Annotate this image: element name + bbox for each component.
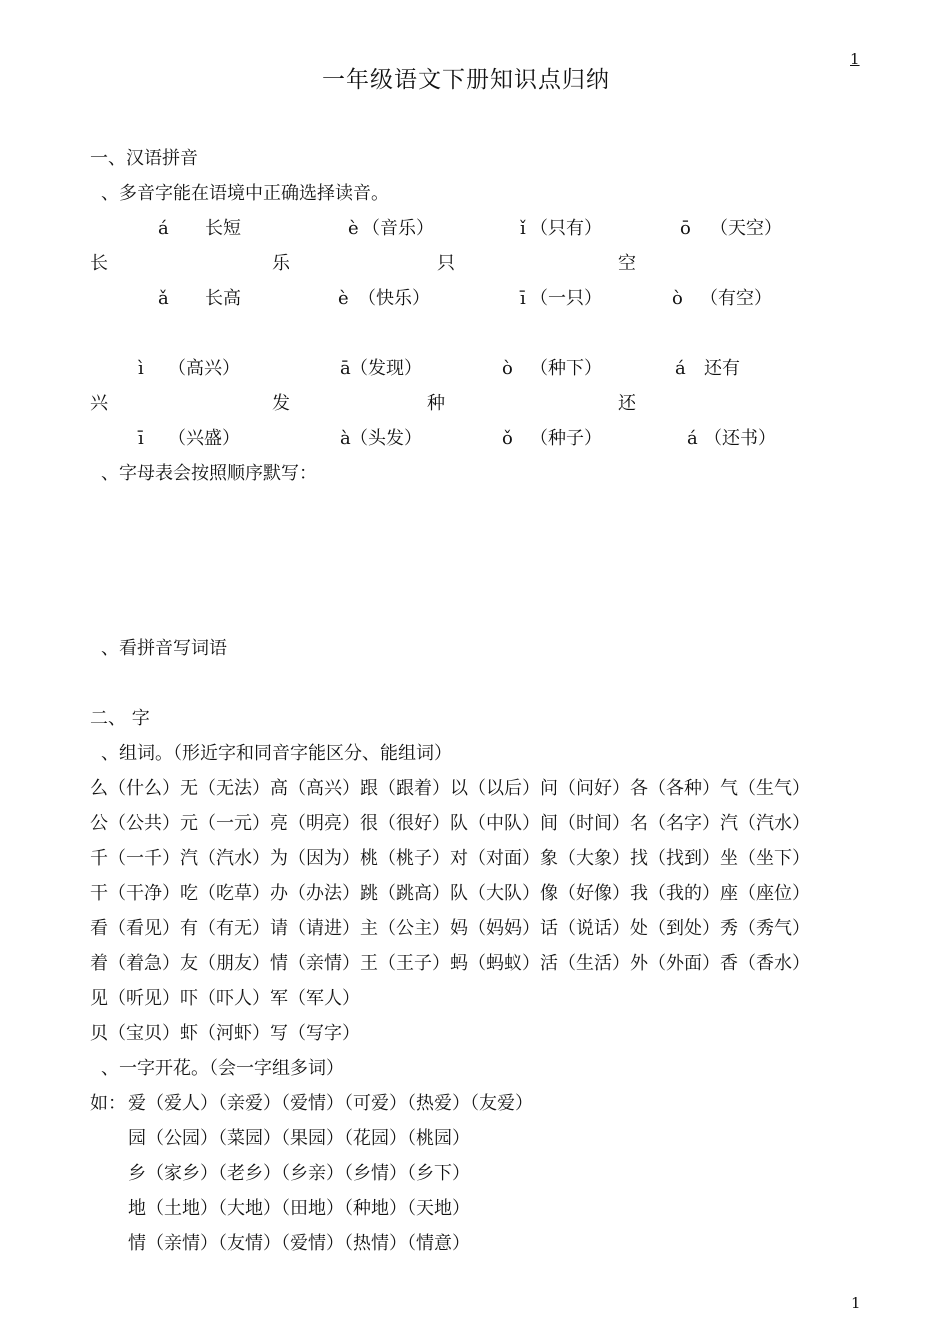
polyphonic-char: 还 [618,393,636,414]
section-heading-characters: 二、 字 [90,708,150,729]
pinyin-mark: ǐ [520,218,526,239]
example-line: 情（亲情）（友情）（爱情）（热情）（情意） [128,1233,470,1254]
pinyin-mark: ì [138,358,144,379]
example-word: （有空） [700,288,772,309]
word-line: 千（一千）汽（汽水）为（因为）桃（桃子）对（对面）象（大象）找（找到）坐（坐下） [90,848,810,869]
page-title: 一年级语文下册知识点归纳 [322,67,610,93]
item-word-building: 、组词。（形近字和同音字能区分、能组词） [101,743,452,764]
section-heading-pinyin: 一、汉语拼音 [90,148,198,169]
pinyin-mark: ǎ [158,288,169,309]
word-line: 看（看见）有（有无）请（请进）主（公主）妈（妈妈）话（说话）处（到处）秀（秀气） [90,918,810,939]
pinyin-mark: á [675,358,686,379]
polyphonic-char: 兴 [90,393,108,414]
word-line: 贝（宝贝）虾（河虾）写（写字） [90,1023,360,1044]
word-line: 公（公共）元（一元）亮（明亮）很（很好）队（中队）间（时间）名（名字）汽（汽水） [90,813,810,834]
pinyin-mark: ī [138,428,144,449]
item-one-char-many-words: 、一字开花。（会一字组多词） [101,1058,344,1079]
pinyin-mark: è [348,218,359,239]
example-word: （只有） [530,218,602,239]
item-pinyin-words: 、看拼音写词语 [101,638,227,659]
polyphonic-char: 长 [90,253,108,274]
example-word: （高兴） [168,358,240,379]
example-prefix: 如： [90,1093,126,1114]
example-word: （兴盛） [168,428,240,449]
polyphonic-char: 种 [427,393,445,414]
example-word: （发现） [350,358,422,379]
pinyin-mark: ō [680,218,691,239]
example-line: 园（公园）（菜园）（果园）（花园）（桃园） [128,1128,470,1149]
example-word: （还书） [704,428,776,449]
word-line: 么（什么）无（无法）高（高兴）跟（跟着）以（以后）问（问好）各（各种）气（生气） [90,778,810,799]
example-line: 地（土地）（大地）（田地）（种地）（天地） [128,1198,470,1219]
word-line: 着（着急）友（朋友）情（亲情）王（王子）蚂（蚂蚁）活（生活）外（外面）香（香水） [90,953,810,974]
example-word: （头发） [350,428,422,449]
pinyin-mark: ā [340,358,351,379]
pinyin-mark: à [340,428,351,449]
example-word: 还有 [704,358,740,379]
polyphonic-char: 发 [272,393,290,414]
pinyin-mark: ī [520,288,526,309]
example-word: （种子） [530,428,602,449]
word-line: 见（听见）吓（吓人）军（军人） [90,988,360,1009]
example-line: 爱（爱人）（亲爱）（爱情）（可爱）（热爱）（友爱） [128,1093,533,1114]
pinyin-mark: ò [672,288,683,309]
item-polyphonic: 、多音字能在语境中正确选择读音。 [101,183,389,204]
polyphonic-char: 只 [437,253,455,274]
example-word: （快乐） [358,288,430,309]
example-line: 乡（家乡）（老乡）（乡亲）（乡情）（乡下） [128,1163,470,1184]
page-number-bottom: 1 [851,1294,861,1312]
example-word: 长短 [205,218,241,239]
pinyin-mark: á [687,428,698,449]
item-alphabet: 、字母表会按照顺序默写： [101,463,317,484]
polyphonic-char: 空 [618,253,636,274]
example-word: （种下） [530,358,602,379]
word-line: 干（干净）吃（吃草）办（办法）跳（跳高）队（大队）像（好像）我（我的）座（座位） [90,883,810,904]
example-word: （天空） [710,218,782,239]
pinyin-mark: è [338,288,349,309]
example-word: （音乐） [362,218,434,239]
pinyin-mark: ò [502,358,513,379]
pinyin-mark: á [158,218,169,239]
example-word: （一只） [530,288,602,309]
page-number-top: 1 [850,50,860,68]
pinyin-mark: ǒ [502,428,513,449]
polyphonic-char: 乐 [272,253,290,274]
example-word: 长高 [205,288,241,309]
